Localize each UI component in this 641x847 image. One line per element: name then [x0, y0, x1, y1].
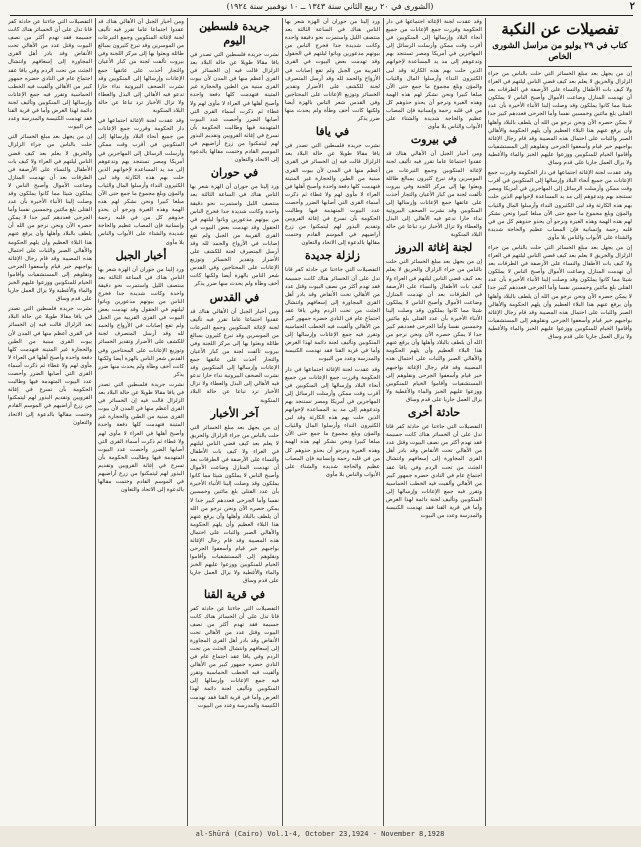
divider — [488, 66, 632, 67]
masthead-rule — [10, 15, 633, 16]
subheadline-nakba: كتاب في ٢٩ يوليو من مراسل الشورى الخاص — [492, 41, 628, 62]
column-divider — [485, 18, 486, 826]
article-text: ومن أخبار الجبل أن الأهالي هناك قد عقدوا اجتماعا عاما تقرر فيه تأليف لجنة لإغاثة المنكوبين وجمع التبرعات من الموسرين وقد تبرع كثيرون بمبالغ طائلة وبعثوا بها إلى مركز اللجنة وفي بيروت تألفت لجنة من كبار الأعيان والتجار أخذت على عاتقها جمع الإعانات وإرسالها إلى المنكوبين وقد نشرت الصحف البيروتية نداء حارا تدعو فيه الأهالي إلى البذل والعطاء ولا تزال الأخبار ترد تباعا عن حالة البلاد المنكوبة — [386, 151, 482, 239]
article-text: إن من يجهل بعد مبلغ الخسائر التي حلت بالناس من جراء الزلزال والحريق لا يعلم بعد كيف قضي الناس ليلتهم في العراء ولا كيف بات الأطفال والنساء على الأرصفة في الطرقات بعد أن تهدمت المنازل وضاعت الأموال وأصبح الناس لا يملكون شيئا مما كانوا يملكون وقد وصلت إلينا الأنباء الأخيرة بأن عدد القتلى بلغ مائتين وخمسين نفسا وأما الجرحى فعددهم كبير جدا لا يمكن حصره الآن ونحن نرجو من الله أن يلطف بالبلاد وأهلها وأن يرفع عنهم هذا البلاء العظيم وأن يلهم الحكومة والأهالي الصبر والثبات على احتمال هذه المصيبة وقد قام رجال الإغاثة بواجبهم خير قيام وأسعفوا الجرحى ونقلوهم إلى المستشفيات وأقاموا الخيام للمنكوبين ووزعوا عليهم الخبز والماء والأغطية ولا يزال العمل جاريا على قدم وساق — [488, 71, 632, 167]
column-divider — [282, 18, 283, 826]
masthead — [0, 0, 641, 14]
column-5 — [98, 18, 184, 826]
article-text: وقد عقدت لجنة الإغاثة اجتماعها في دار الحكومة وقررت جمع الإعانات من جميع أنحاء البلاد وإرسالها إلى المنكوبين في أقرب وقت ممكن وأرسلت الرسائل إلى المهاجرين في أمريكا ومصر تستنجد بهم وتدعوهم إلى مد يد المساعدة لإخوانهم الذين حلت بهم هذه الكارثة وقد لبى الكثيرون النداء وأرسلوا المال والثياب والمؤن وبلغ مجموع ما جمع حتى الآن مبلغا كبيرا ونحن نشكر لهم هذه الهمة وهذه الغيرة ونرجو أن يحذو حذوهم كل من في قلبه رحمة وإنسانية فإن المصاب عظيم والحاجة شديدة والشتاء على الأبواب والناس بلا مأوى — [488, 170, 632, 241]
article-text: إن من يجهل بعد مبلغ الخسائر التي حلت بالناس من جراء الزلزال والحريق لا يعلم بعد كيف قضي الناس ليلتهم في العراء ولا كيف بات الأطفال والنساء على الأرصفة في الطرقات بعد أن تهدمت المنازل وضاعت الأموال وأصبح الناس لا يملكون شيئا مما كانوا يملكون وقد وصلت إلينا الأنباء الأخيرة بأن عدد القتلى بلغ مائتين وخمسين نفسا وأما الجرحى فعددهم كبير جدا لا يمكن حصره الآن ونحن نرجو من الله أن يلطف بالبلاد وأهلها وأن يرفع عنهم هذا البلاء العظيم وأن يلهم الحكومة والأهالي الصبر والثبات على احتمال هذه المصيبة وقد قام رجال الإغاثة بواجبهم خير قيام وأسعفوا الجرحى ونقلوهم إلى المستشفيات وأقاموا الخيام للمنكوبين ووزعوا عليهم الخبز والماء والأغطية ولا يزال العمل جاريا على قدم وساق — [386, 259, 482, 403]
headline-jabal: أخبار الجبل — [115, 248, 167, 262]
article-text: التفصيلات التي جاءتنا عن حادثة كفر قانا تدل على أن الخسائر هناك كانت جسيمة فقد تهدم أكثر من نصف البيوت وقتل عدد من الأهالي تحت الأنقاض وقد بادر أهل القرى المجاورة إلى إسعافهم وانتشال الجثث من تحت الردم وفي يافا عقد اجتماع عام في النادي حضره جمهور كبير من الأهالي وألقيت فيه الخطب الحماسية وتقرر فيه جمع الإعانات وإرسالها إلى المنكوبين وتأليف لجنة دائمة لهذا الغرض وأما في قرية القنا فقد تهدمت الكنيسة والمدرسة وعدد من البيوت — [190, 605, 279, 709]
headline-quake: زلزلة جديدة — [305, 249, 360, 263]
article-text: نشرت جريدة فلسطين التي تصدر في يافا مقالا طويلا عن حالة البلاد بعد الزلزال قالت فيه إن الخسائر في القرى أعظم منها في المدن لأن بيوت القرى مبنية من الطين والحجارة غير المتينة فتهدمت كلها دفعة واحدة وأصبح أهلها في العراء لا مأوى لهم ولا غطاء ثم ذكرت أسماء القرى التي أصابها الضرر وأحصت عدد البيوت المتهدمة فيها وطالبت الحكومة بأن تسرع في إغاثة القرويين وتقديم البذور لهم ليتمكنوا من زرع أراضيهم في الموسم القادم وختمت مقالها بالدعوة إلى الاتحاد والتعاون — [8, 306, 92, 426]
column-3 — [285, 18, 380, 826]
article-text: وقد عقدت لجنة الإغاثة اجتماعها في دار الحكومة وقررت جمع الإعانات من جميع أنحاء البلاد وإرسالها إلى المنكوبين في أقرب وقت ممكن وأرسلت الرسائل إلى المهاجرين في أمريكا ومصر تستنجد بهم وتدعوهم إلى مد يد المساعدة لإخوانهم الذين حلت بهم هذه الكارثة وقد لبى الكثيرون النداء وأرسلوا المال والثياب والمؤن وبلغ مجموع ما جمع حتى الآن مبلغا كبيرا ونحن نشكر لهم هذه الهمة وهذه الغيرة ونرجو أن يحذو حذوهم كل من في قلبه رحمة وإنسانية فإن المصاب عظيم والحاجة شديدة والشتاء على الأبواب والناس بلا مأوى — [285, 366, 380, 478]
headline-akhbar: آخر الأخبار — [210, 406, 259, 420]
column-2 — [386, 18, 482, 826]
column-divider — [383, 18, 384, 826]
headline-qana: في قرية القنا — [203, 587, 265, 601]
headline-nakba: تفصيلات عن النكبة — [501, 20, 619, 38]
article-text: وقد عقدت لجنة الإغاثة اجتماعها في دار الحكومة وقررت جمع الإعانات من جميع أنحاء البلاد وإرسالها إلى المنكوبين في أقرب وقت ممكن وأرسلت الرسائل إلى المهاجرين في أمريكا ومصر تستنجد بهم وتدعوهم إلى مد يد المساعدة لإخوانهم الذين حلت بهم هذه الكارثة وقد لبى الكثيرون النداء وأرسلوا المال والثياب والمؤن وبلغ مجموع ما جمع حتى الآن مبلغا كبيرا ونحن نشكر لهم هذه الهمة وهذه الغيرة ونرجو أن يحذو حذوهم كل من في قلبه رحمة وإنسانية فإن المصاب عظيم والحاجة شديدة والشتاء على الأبواب والناس بلا مأوى — [386, 19, 482, 131]
article-text: ورد إلينا من حوران أن الهزة شعر بها الناس هناك في الساعة الثالثة بعد منتصف الليل واستمرت نحو دقيقة واحدة وكانت شديدة جدا فخرج الناس من بيوتهم مذعورين وباتوا ليلتهم في الحقول وقد تهدمت بعض البيوت في القرى القريبة من الجبل ولم تقع إصابات في الأرواح والحمد لله وقد أرسل المتصرف لجنة للكشف على الأضرار وتقدير الخسائر وتوزيع الإعانات على المحتاجين وفي القدس شعر الناس بالهزة أيضا ولكنها كانت أخف وطأة ولم يحدث منها ضرر يذكر — [285, 19, 380, 123]
headline-quds: في القدس — [209, 290, 260, 304]
article-text: نشرت جريدة فلسطين التي تصدر في يافا مقالا طويلا عن حالة البلاد بعد الزلزال قالت فيه إن الخسائر في القرى أعظم منها في المدن لأن بيوت القرى مبنية من الطين والحجارة غير المتينة فتهدمت كلها دفعة واحدة وأصبح أهلها في العراء لا مأوى لهم ولا غطاء ثم ذكرت أسماء القرى التي أصابها الضرر وأحصت عدد البيوت المتهدمة فيها وطالبت الحكومة بأن تسرع في إغاثة القرويين وتقديم البذور لهم ليتمكنوا من زرع أراضيهم في الموسم القادم وختمت مقالها بالدعوة إلى الاتحاد والتعاون — [98, 381, 184, 494]
article-text: إن من يجهل بعد مبلغ الخسائر التي حلت بالناس من جراء الزلزال والحريق لا يعلم بعد كيف قضي الناس ليلتهم في العراء ولا كيف بات الأطفال والنساء على الأرصفة في الطرقات بعد أن تهدمت المنازل وضاعت الأموال وأصبح الناس لا يملكون شيئا مما كانوا يملكون وقد وصلت إلينا الأنباء الأخيرة بأن عدد القتلى بلغ مائتين وخمسين نفسا وأما الجرحى فعددهم كبير جدا لا يمكن حصره الآن ونحن نرجو من الله أن يلطف بالبلاد وأهلها وأن يرفع عنهم هذا البلاء العظيم وأن يلهم الحكومة والأهالي الصبر والثبات على احتمال هذه المصيبة وقد قام رجال الإغاثة بواجبهم خير قيام وأسعفوا الجرحى ونقلوهم إلى المستشفيات وأقاموا الخيام للمنكوبين ووزعوا عليهم الخبز والماء والأغطية ولا يزال العمل جاريا على قدم وساق — [488, 244, 632, 340]
article-text: وقد عقدت لجنة الإغاثة اجتماعها في دار الحكومة وقررت جمع الإعانات من جميع أنحاء البلاد وإرسالها إلى المنكوبين في أقرب وقت ممكن وأرسلت الرسائل إلى المهاجرين في أمريكا ومصر تستنجد بهم وتدعوهم إلى مد يد المساعدة لإخوانهم الذين حلت بهم هذه الكارثة وقد لبى الكثيرون النداء وأرسلوا المال والثياب والمؤن وبلغ مجموع ما جمع حتى الآن مبلغا كبيرا ونحن نشكر لهم هذه الهمة وهذه الغيرة ونرجو أن يحذو حذوهم كل من في قلبه رحمة وإنسانية فإن المصاب عظيم والحاجة شديدة والشتاء على الأبواب والناس بلا مأوى — [98, 118, 184, 246]
column-1 — [488, 18, 632, 826]
article-text: ومن أخبار الجبل أن الأهالي هناك قد عقدوا اجتماعا عاما تقرر فيه تأليف لجنة لإغاثة المنكوبين وجمع التبرعات من الموسرين وقد تبرع كثيرون بمبالغ طائلة وبعثوا بها إلى مركز اللجنة وفي بيروت تألفت لجنة من كبار الأعيان والتجار أخذت على عاتقها جمع الإعانات وإرسالها إلى المنكوبين وقد نشرت الصحف البيروتية نداء حارا تدعو فيه الأهالي إلى البذل والعطاء ولا تزال الأخبار ترد تباعا عن حالة البلاد المنكوبة — [190, 308, 279, 404]
column-4 — [190, 18, 279, 826]
article-text: ورد إلينا من حوران أن الهزة شعر بها الناس هناك في الساعة الثالثة بعد منتصف الليل واستمرت نحو دقيقة واحدة وكانت شديدة جدا فخرج الناس من بيوتهم مذعورين وباتوا ليلتهم في الحقول وقد تهدمت بعض البيوت في القرى القريبة من الجبل ولم تقع إصابات في الأرواح والحمد لله وقد أرسل المتصرف لجنة للكشف على الأضرار وتقدير الخسائر وتوزيع الإعانات على المحتاجين وفي القدس شعر الناس بالهزة أيضا ولكنها كانت أخف وطأة ولم يحدث منها ضرر يذكر — [98, 266, 184, 378]
article-text: نشرت جريدة فلسطين التي تصدر في يافا مقالا طويلا عن حالة البلاد بعد الزلزال قالت فيه إن الخسائر في القرى أعظم منها في المدن لأن بيوت القرى مبنية من الطين والحجارة غير المتينة فتهدمت كلها دفعة واحدة وأصبح أهلها في العراء لا مأوى لهم ولا غطاء ثم ذكرت أسماء القرى التي أصابها الضرر وأحصت عدد البيوت المتهدمة فيها وطالبت الحكومة بأن تسرع في إغاثة القرويين وتقديم البذور لهم ليتمكنوا من زرع أراضيهم في الموسم القادم وختمت مقالها بالدعوة إلى الاتحاد والتعاون — [190, 52, 279, 164]
headline-jaffa: في يافا — [315, 125, 350, 139]
article-text: التفصيلات التي جاءتنا عن حادثة كفر قانا تدل على أن الخسائر هناك كانت جسيمة فقد تهدم أكثر من نصف البيوت وقتل عدد من الأهالي تحت الأنقاض وقد بادر أهل القرى المجاورة إلى إسعافهم وانتشال الجثث من تحت الردم وفي يافا عقد اجتماع عام في النادي حضره جمهور كبير من الأهالي وألقيت فيه الخطب الحماسية وتقرر فيه جمع الإعانات وإرسالها إلى المنكوبين وتأليف لجنة دائمة لهذا الغرض وأما في قرية القنا فقد تهدمت الكنيسة والمدرسة وعدد من البيوت — [386, 424, 482, 520]
column-6 — [8, 18, 92, 826]
article-text: نشرت جريدة فلسطين التي تصدر في يافا مقالا طويلا عن حالة البلاد بعد الزلزال قالت فيه إن الخسائر في القرى أعظم منها في المدن لأن بيوت القرى مبنية من الطين والحجارة غير المتينة فتهدمت كلها دفعة واحدة وأصبح أهلها في العراء لا مأوى لهم ولا غطاء ثم ذكرت أسماء القرى التي أصابها الضرر وأحصت عدد البيوت المتهدمة فيها وطالبت الحكومة بأن تسرع في إغاثة القرويين وتقديم البذور لهم ليتمكنوا من زرع أراضيهم في الموسم القادم وختمت مقالها بالدعوة إلى الاتحاد والتعاون — [285, 143, 380, 247]
article-text: ورد إلينا من حوران أن الهزة شعر بها الناس هناك في الساعة الثالثة بعد منتصف الليل واستمرت نحو دقيقة واحدة وكانت شديدة جدا فخرج الناس من بيوتهم مذعورين وباتوا ليلتهم في الحقول وقد تهدمت بعض البيوت في القرى القريبة من الجبل ولم تقع إصابات في الأرواح والحمد لله وقد أرسل المتصرف لجنة للكشف على الأضرار وتقدير الخسائر وتوزيع الإعانات على المحتاجين وفي القدس شعر الناس بالهزة أيضا ولكنها كانت أخف وطأة ولم يحدث منها ضرر يذكر — [190, 184, 279, 288]
column-divider — [95, 18, 96, 826]
article-text: التفصيلات التي جاءتنا عن حادثة كفر قانا تدل على أن الخسائر هناك كانت جسيمة فقد تهدم أكثر من نصف البيوت وقتل عدد من الأهالي تحت الأنقاض وقد بادر أهل القرى المجاورة إلى إسعافهم وانتشال الجثث من تحت الردم وفي يافا عقد اجتماع عام في النادي حضره جمهور كبير من الأهالي وألقيت فيه الخطب الحماسية وتقرر فيه جمع الإعانات وإرسالها إلى المنكوبين وتأليف لجنة دائمة لهذا الغرض وأما في قرية القنا فقد تهدمت الكنيسة والمدرسة وعدد من البيوت — [8, 19, 92, 131]
headline-palestine: جريدة فلسطين اليوم — [199, 20, 270, 47]
headline-misc: حادثة أخرى — [407, 406, 461, 420]
article-text: إن من يجهل بعد مبلغ الخسائر التي حلت بالناس من جراء الزلزال والحريق لا يعلم بعد كيف قضي الناس ليلتهم في العراء ولا كيف بات الأطفال والنساء على الأرصفة في الطرقات بعد أن تهدمت المنازل وضاعت الأموال وأصبح الناس لا يملكون شيئا مما كانوا يملكون وقد وصلت إلينا الأنباء الأخيرة بأن عدد القتلى بلغ مائتين وخمسين نفسا وأما الجرحى فعددهم كبير جدا لا يمكن حصره الآن ونحن نرجو من الله أن يلطف بالبلاد وأهلها وأن يرفع عنهم هذا البلاء العظيم وأن يلهم الحكومة والأهالي الصبر والثبات على احتمال هذه المصيبة وقد قام رجال الإغاثة بواجبهم خير قيام وأسعفوا الجرحى ونقلوهم إلى المستشفيات وأقاموا الخيام للمنكوبين ووزعوا عليهم الخبز والماء والأغطية ولا يزال العمل جاريا على قدم وساق — [8, 134, 92, 303]
article-text: ومن أخبار الجبل أن الأهالي هناك قد عقدوا اجتماعا عاما تقرر فيه تأليف لجنة لإغاثة المنكوبين وجمع التبرعات من الموسرين وقد تبرع كثيرون بمبالغ طائلة وبعثوا بها إلى مركز اللجنة وفي بيروت تألفت لجنة من كبار الأعيان والتجار أخذت على عاتقها جمع الإعانات وإرسالها إلى المنكوبين وقد نشرت الصحف البيروتية نداء حارا تدعو فيه الأهالي إلى البذل والعطاء ولا تزال الأخبار ترد تباعا عن حالة البلاد المنكوبة — [98, 19, 184, 115]
headline-beirut: في بيروت — [410, 133, 458, 147]
headline-aid: لجنة إغاثة الدروز — [395, 241, 473, 255]
column-divider — [187, 18, 188, 826]
article-text: التفصيلات التي جاءتنا عن حادثة كفر قانا تدل على أن الخسائر هناك كانت جسيمة فقد تهدم أكثر من نصف البيوت وقتل عدد من الأهالي تحت الأنقاض وقد بادر أهل القرى المجاورة إلى إسعافهم وانتشال الجثث من تحت الردم وفي يافا عقد اجتماع عام في النادي حضره جمهور كبير من الأهالي وألقيت فيه الخطب الحماسية وتقرر فيه جمع الإعانات وإرسالها إلى المنكوبين وتأليف لجنة دائمة لهذا الغرض وأما في قرية القنا فقد تهدمت الكنيسة والمدرسة وعدد من البيوت — [285, 267, 380, 363]
page-number: ٢ — [629, 1, 635, 12]
archive-citation: al-Shūrá (Cairo) Vol.1-4, October 23,1924 - November 8,1928 — [195, 830, 445, 838]
date-line: (الشورى في ٢٠ ربيع الثاني سنة ١٣٤٣ ــ ١٠ نوفمبر سنة ١٩٢٤) — [226, 2, 434, 11]
article-text: إن من يجهل بعد مبلغ الخسائر التي حلت بالناس من جراء الزلزال والحريق لا يعلم بعد كيف قضي الناس ليلتهم في العراء ولا كيف بات الأطفال والنساء على الأرصفة في الطرقات بعد أن تهدمت المنازل وضاعت الأموال وأصبح الناس لا يملكون شيئا مما كانوا يملكون وقد وصلت إلينا الأنباء الأخيرة بأن عدد القتلى بلغ مائتين وخمسين نفسا وأما الجرحى فعددهم كبير جدا لا يمكن حصره الآن ونحن نرجو من الله أن يلطف بالبلاد وأهلها وأن يرفع عنهم هذا البلاء العظيم وأن يلهم الحكومة والأهالي الصبر والثبات على احتمال هذه المصيبة وقد قام رجال الإغاثة بواجبهم خير قيام وأسعفوا الجرحى ونقلوهم إلى المستشفيات وأقاموا الخيام للمنكوبين ووزعوا عليهم الخبز والماء والأغطية ولا يزال العمل جاريا على قدم وساق — [190, 424, 279, 585]
headline-hauran: في حوران — [210, 166, 259, 180]
